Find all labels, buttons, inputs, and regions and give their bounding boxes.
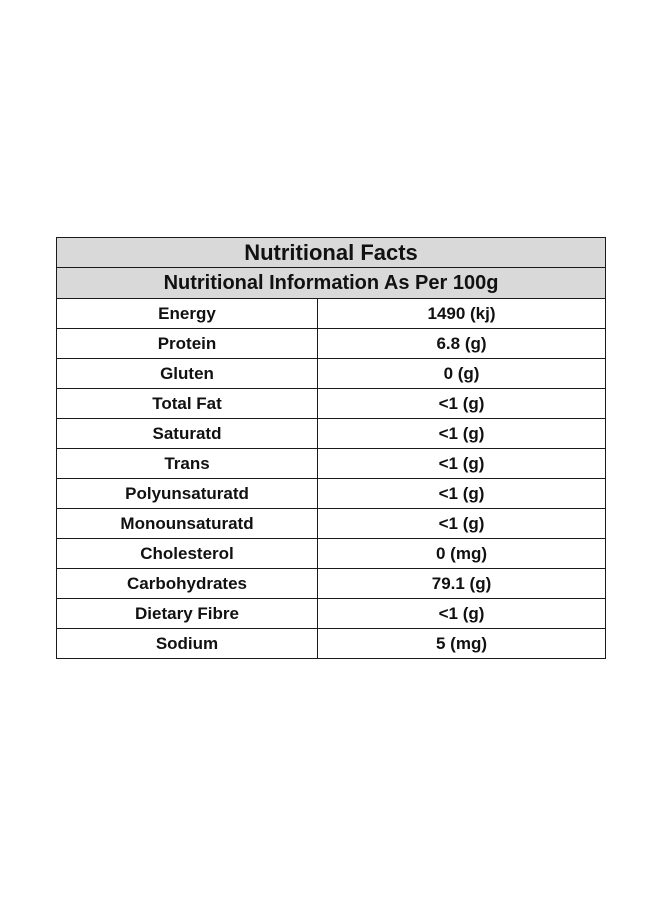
nutrient-value: 5 (mg) [318, 629, 606, 659]
table-row [57, 419, 606, 449]
nutrient-name: Saturatd [57, 419, 318, 449]
table-row [57, 359, 606, 389]
subtitle-row [57, 268, 606, 299]
nutrient-name: Protein [57, 329, 318, 359]
nutrient-name: Sodium [57, 629, 318, 659]
nutrient-name: Polyunsaturatd [57, 479, 318, 509]
title-row [57, 238, 606, 268]
table-row [57, 539, 606, 569]
nutrient-value: <1 (g) [318, 419, 606, 449]
nutrient-value: 1490 (kj) [318, 299, 606, 329]
table-row [57, 299, 606, 329]
nutrient-value: 6.8 (g) [318, 329, 606, 359]
table-row [57, 389, 606, 419]
nutrient-name: Carbohydrates [57, 569, 318, 599]
nutrient-name: Total Fat [57, 389, 318, 419]
table-row [57, 629, 606, 659]
table-row [57, 599, 606, 629]
nutrient-value: <1 (g) [318, 389, 606, 419]
table-row [57, 479, 606, 509]
nutrient-value: 0 (mg) [318, 539, 606, 569]
nutrient-name: Monounsaturatd [57, 509, 318, 539]
table-title: Nutritional Facts [57, 238, 606, 268]
nutrient-value: <1 (g) [318, 479, 606, 509]
table-row [57, 569, 606, 599]
table-row [57, 329, 606, 359]
table-row [57, 509, 606, 539]
nutrient-name: Energy [57, 299, 318, 329]
nutrient-value: <1 (g) [318, 449, 606, 479]
nutrient-value: 0 (g) [318, 359, 606, 389]
nutrient-value: <1 (g) [318, 599, 606, 629]
table-subtitle: Nutritional Information As Per 100g [57, 268, 606, 299]
nutrition-facts-table [56, 237, 606, 659]
nutrient-name: Gluten [57, 359, 318, 389]
nutrient-name: Dietary Fibre [57, 599, 318, 629]
nutrient-value: <1 (g) [318, 509, 606, 539]
nutrient-value: 79.1 (g) [318, 569, 606, 599]
table-row [57, 449, 606, 479]
nutrient-name: Cholesterol [57, 539, 318, 569]
nutrient-name: Trans [57, 449, 318, 479]
